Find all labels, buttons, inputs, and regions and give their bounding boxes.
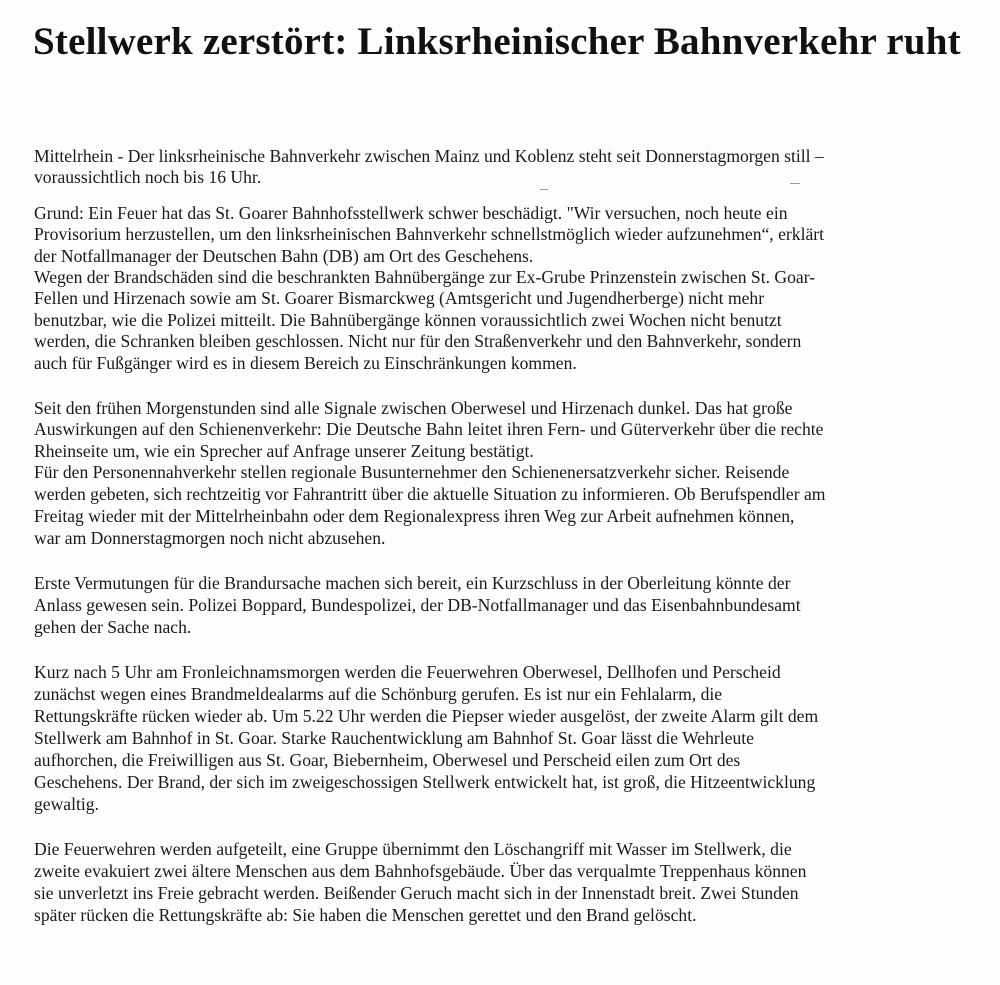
article-text-line: Rheinseite um, wie ein Sprecher auf Anfrage unserer Zeitung bestätigt.	[34, 441, 534, 461]
article-text-line: Wegen der Brandschäden sind die beschrankten Bahnübergänge zur Ex-Grube Prinzenstein zwischen St. Goar-	[34, 267, 816, 287]
article-text-line: war am Donnerstagmorgen noch nicht abzusehen.	[34, 528, 386, 548]
article-text-line: Seit den frühen Morgenstunden sind alle Signale zwischen Oberwesel und Hirzenach dunkel. Das hat große	[34, 398, 793, 418]
article-text-line: gehen der Sache nach.	[34, 617, 192, 637]
article-text-line: werden, die Schranken bleiben geschlossen. Nicht nur für den Straßenverkehr und den Bahnverkehr, sondern	[34, 331, 802, 351]
scan-speck	[790, 183, 800, 184]
article-text-line: Kurz nach 5 Uhr am Fronleichnamsmorgen werden die Feuerwehren Oberwesel, Dellhofen und Perscheid	[34, 662, 781, 682]
article-text-line: Erste Vermutungen für die Brandursache machen sich bereit, ein Kurzschluss in der Oberleitung könnte der	[34, 573, 791, 593]
article-text-line: Auswirkungen auf den Schienenverkehr: Die Deutsche Bahn leitet ihren Fern- und Güterverkehr über die rechte	[34, 419, 824, 439]
article-text-line: aufhorchen, die Freiwilligen aus St. Goar, Biebernheim, Oberwesel und Perscheid eilen zum Ort des	[34, 750, 741, 770]
article-text-line: Rettungskräfte rücken wieder ab. Um 5.22 Uhr werden die Piepser wieder ausgelöst, der zweite Alarm gilt dem	[34, 706, 819, 726]
article-text-line: zunächst wegen eines Brandmeldealarms auf die Schönburg gerufen. Es ist nur ein Fehlalarm, die	[34, 684, 723, 704]
article-text-line: voraussichtlich noch bis 16 Uhr.	[34, 167, 262, 187]
article-text-line: sie unverletzt ins Freie gebracht werden. Beißender Geruch macht sich in der Innenstadt breit. Zwei Stunden	[34, 883, 799, 903]
article-text-line: Provisorium herzustellen, um den linksrheinischen Bahnverkehr schnellstmöglich wieder aufzunehmen“, erklärt	[34, 224, 825, 244]
article-headline: Stellwerk zerstört: Linksrheinischer Bahnverkehr ruht	[33, 20, 961, 63]
article-text-line: später rücken die Rettungskräfte ab: Sie haben die Menschen gerettet und den Brand gelöscht.	[34, 905, 697, 925]
article-text-line: Grund: Ein Feuer hat das St. Goarer Bahnhofsstellwerk schwer beschädigt. "Wir versuchen, noch heute ein	[34, 203, 788, 223]
article-text-line: Die Feuerwehren werden aufgeteilt, eine Gruppe übernimmt den Löschangriff mit Wasser im Stellwerk, die	[34, 839, 792, 859]
article-text-line: Geschehens. Der Brand, der sich im zweigeschossigen Stellwerk entwickelt hat, ist groß, die Hitzeentwicklung	[34, 772, 816, 792]
scan-speck	[540, 189, 548, 190]
article-text-line: Mittelrhein - Der linksrheinische Bahnverkehr zwischen Mainz und Koblenz steht seit Donnerstagmorgen still –	[34, 146, 824, 166]
article-text-line: Anlass gewesen sein. Polizei Boppard, Bundespolizei, der DB-Notfallmanager und das Eisenbahnbundesamt	[34, 595, 801, 615]
article-text-line: benutzbar, wie die Polizei mitteilt. Die Bahnübergänge können voraussichtlich zwei Wochen nicht benutzt	[34, 310, 782, 330]
article-text-line: Für den Personennahverkehr stellen regionale Busunternehmer den Schienenersatzverkehr sicher. Reisende	[34, 462, 790, 482]
article-text-line: Stellwerk am Bahnhof in St. Goar. Starke Rauchentwicklung am Bahnhof St. Goar lässt die Wehrleute	[34, 728, 754, 748]
article-text-line: Fellen und Hirzenach sowie am St. Goarer Bismarckweg (Amtsgericht und Jugendherberge) nicht mehr	[34, 288, 765, 308]
article-text-line: zweite evakuiert zwei ältere Menschen aus dem Bahnhofsgebäude. Über das verqualmte Treppenhaus können	[34, 861, 807, 881]
article-text-line: Freitag wieder mit der Mittelrheinbahn oder dem Regionalexpress ihren Weg zur Arbeit aufnehmen können,	[34, 506, 795, 526]
article-text-line: der Notfallmanager der Deutschen Bahn (DB) am Ort des Geschehens.	[34, 246, 534, 266]
article-text-line: auch für Fußgänger wird es in diesem Bereich zu Einschränkungen kommen.	[34, 353, 577, 373]
article-text-line: gewaltig.	[34, 794, 99, 814]
article-text-line: werden gebeten, sich rechtzeitig vor Fahrantritt über die aktuelle Situation zu informieren. Ob Berufspendler am	[34, 484, 826, 504]
